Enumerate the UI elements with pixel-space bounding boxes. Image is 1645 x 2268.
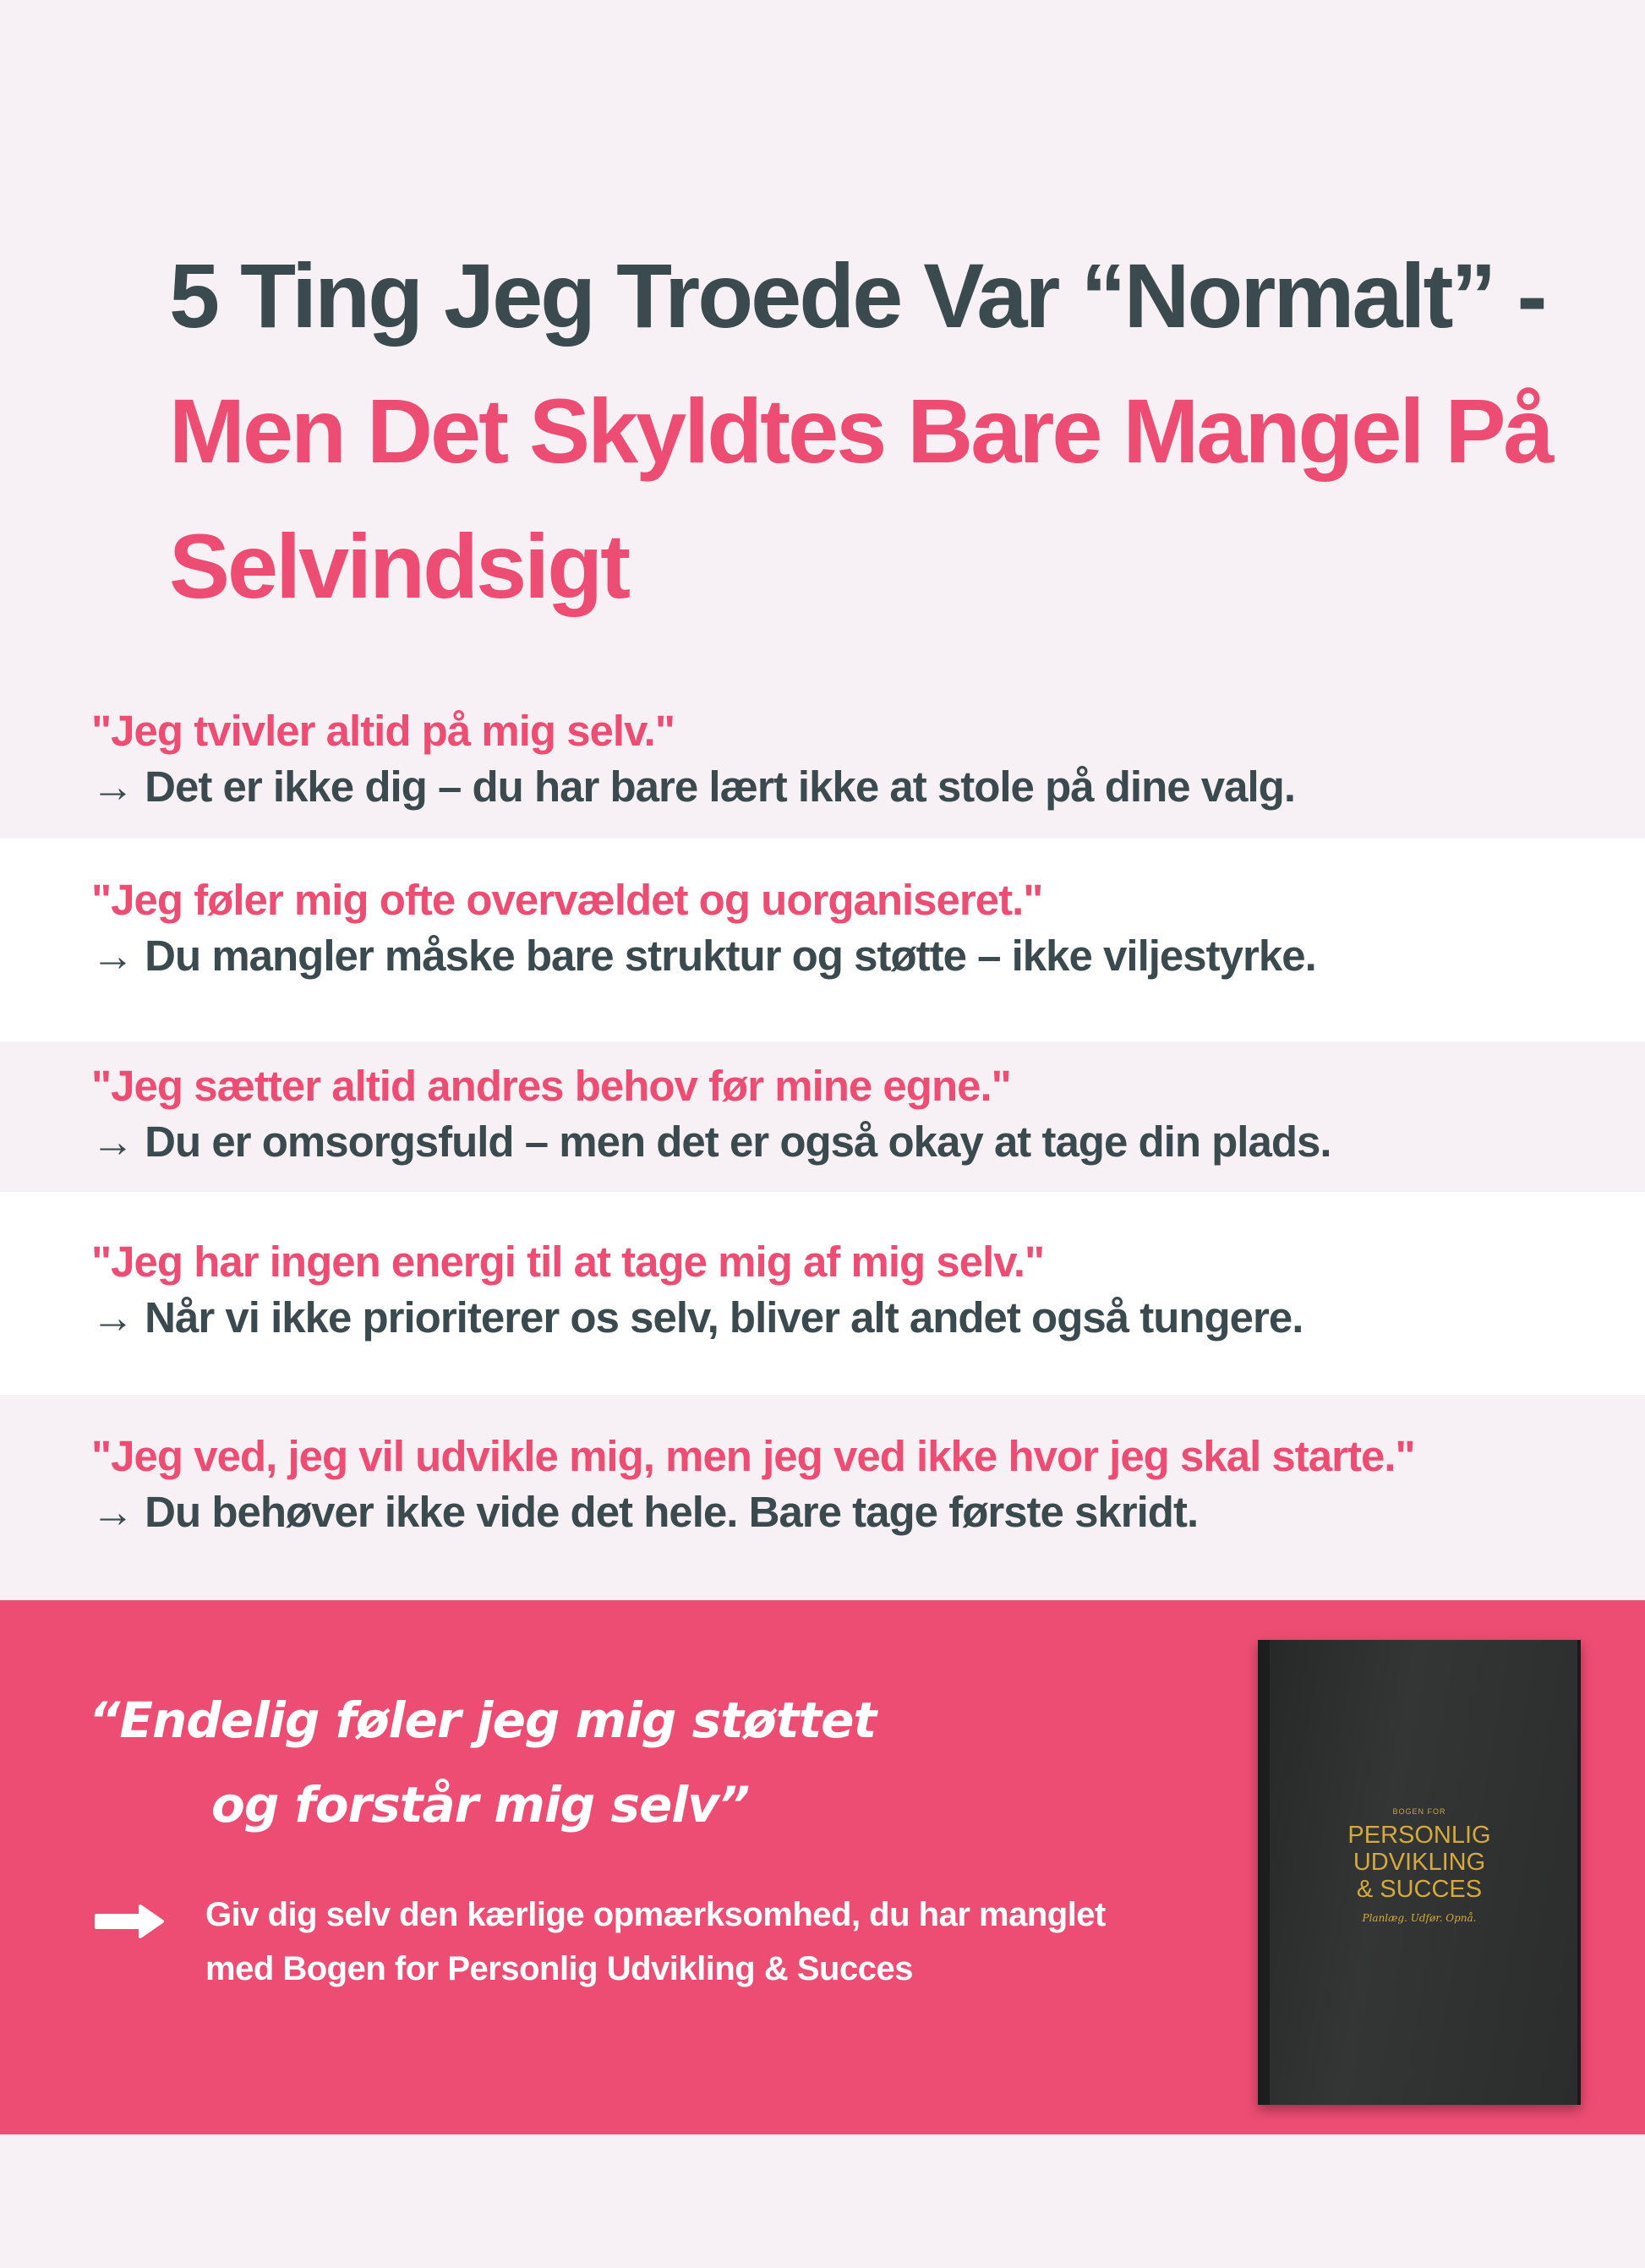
item-answer: → Du er omsorgsfuld – men det er også okay at tage din plads. (91, 1118, 1331, 1166)
book-title (1258, 1822, 1581, 1903)
cta-text-line-2: med Bogen for Personlig Udvikling & Succes (205, 1950, 913, 1987)
item-answer: → Du behøver ikke vide det hele. Bare tage første skridt. (91, 1488, 1199, 1536)
book-title-line-2: UDVIKLING (1353, 1849, 1486, 1876)
testimonial-quote (89, 1678, 876, 1847)
headline-part-accent: Men Det Skyldtes Bare Mangel På Selvindsigt (169, 380, 1552, 617)
headline-part-dark: 5 Ting Jeg Troede Var “Normalt” - (169, 244, 1545, 347)
item-answer: → Når vi ikke prioriterer os selv, bliver alt andet også tungere. (91, 1293, 1303, 1342)
item-answer: → Det er ikke dig – du har bare lært ikke at stole på dine valg. (91, 762, 1295, 811)
item-quote: "Jeg sætter altid andres behov før mine egne." (91, 1062, 1011, 1110)
item-quote: "Jeg har ingen energi til at tage mig af mig selv." (91, 1238, 1045, 1286)
headline (169, 228, 1564, 634)
right-arrow-icon (93, 1903, 166, 1940)
item-quote: "Jeg tvivler altid på mig selv." (91, 707, 675, 755)
item-quote: "Jeg føler mig ofte overvældet og uorganiseret." (91, 876, 1043, 924)
list-item (0, 839, 1645, 1041)
list-item (0, 1395, 1645, 1600)
testimonial-line-2: og forstår mig selv” (211, 1776, 750, 1834)
book-title-line-1: PERSONLIG (1347, 1822, 1491, 1849)
item-answer: → Du mangler måske bare struktur og støtte – ikke viljestyrke. (91, 932, 1316, 980)
testimonial-line-1: “Endelig føler jeg mig støttet (89, 1691, 877, 1749)
list-item (0, 1192, 1645, 1395)
item-quote: "Jeg ved, jeg vil udvikle mig, men jeg ved ikke hvor jeg skal starte." (91, 1432, 1415, 1480)
book-title-line-3: & SUCCES (1356, 1876, 1483, 1903)
book-cover-image (1258, 1640, 1581, 2105)
list-item (0, 1041, 1645, 1192)
cta-link-text[interactable] (205, 1888, 1220, 1996)
book-subtitle: Planlæg. Udfør. Opnå. (1362, 1912, 1477, 1924)
book-small-label: BOGEN FOR (1392, 1807, 1446, 1816)
list-item (0, 693, 1645, 839)
cta-banner (0, 1600, 1645, 2134)
cta-text-line-1: Giv dig selv den kærlige opmærksomhed, du har manglet (205, 1896, 1106, 1933)
